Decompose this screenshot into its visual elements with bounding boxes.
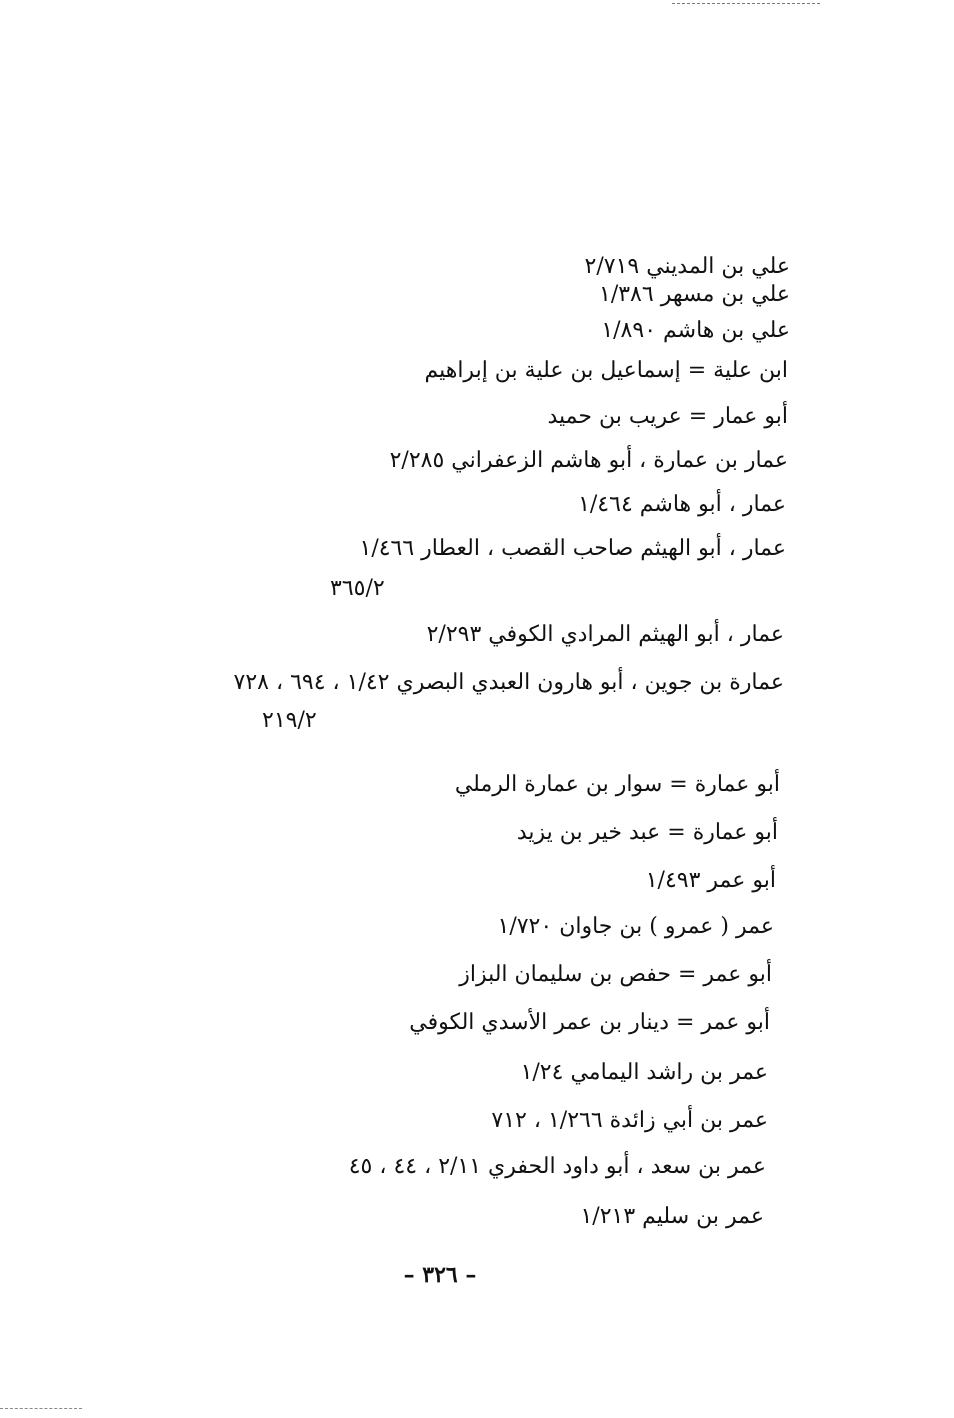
index-entry: أبو عمر ١/٤٩٣ bbox=[645, 868, 776, 893]
index-entry: أبو عمر = دينار بن عمر الأسدي الكوفي bbox=[409, 1010, 770, 1035]
index-entry: عمر ( عمرو ) بن جاوان ١/٧٢٠ bbox=[497, 914, 774, 939]
index-entry: عمار ، أبو هاشم ١/٤٦٤ bbox=[578, 492, 786, 517]
index-entry-continuation: ٢١٩/٢ bbox=[262, 708, 317, 733]
bottom-dashed-rule bbox=[0, 1408, 82, 1409]
index-entry: عمر بن سعد ، أبو داود الحفري ٢/١١ ، ٤٤ ، ٤٥ bbox=[348, 1154, 766, 1179]
index-entry: عمارة بن جوين ، أبو هارون العبدي البصري ١/٤٢ ، ٦٩٤ ، ٧٢٨ bbox=[233, 670, 784, 695]
index-entry-continuation: ٣٦٥/٢ bbox=[330, 576, 385, 601]
index-entry: علي بن هاشم ١/٨٩٠ bbox=[601, 318, 790, 343]
index-entry: عمار بن عمارة ، أبو هاشم الزعفراني ٢/٢٨٥ bbox=[389, 448, 788, 473]
index-entry: علي بن المديني ٢/٧١٩ bbox=[584, 254, 790, 279]
index-entry: عمر بن أبي زائدة ١/٢٦٦ ، ٧١٢ bbox=[491, 1108, 768, 1133]
index-entry: عمار ، أبو الهيثم المرادي الكوفي ٢/٢٩٣ bbox=[426, 622, 784, 647]
index-entry: ابن علية = إسماعيل بن علية بن إبراهيم bbox=[424, 358, 788, 383]
index-entry: عمر بن راشد اليمامي ١/٢٤ bbox=[520, 1060, 768, 1085]
index-entry: أبو عمار = عريب بن حميد bbox=[547, 404, 788, 429]
index-entry: أبو عمر = حفص بن سليمان البزاز bbox=[459, 962, 772, 987]
index-entry: علي بن مسهر ١/٣٨٦ bbox=[599, 282, 790, 307]
index-entry: أبو عمارة = سوار بن عمارة الرملي bbox=[454, 772, 780, 797]
index-entry: عمار ، أبو الهيثم صاحب القصب ، العطار ١/٤٦٦ bbox=[359, 536, 786, 561]
index-entry: عمر بن سليم ١/٢١٣ bbox=[580, 1204, 764, 1229]
index-entry: أبو عمارة = عبد خير بن يزيد bbox=[516, 820, 778, 845]
page-number: – ٣٢٦ – bbox=[403, 1262, 477, 1288]
